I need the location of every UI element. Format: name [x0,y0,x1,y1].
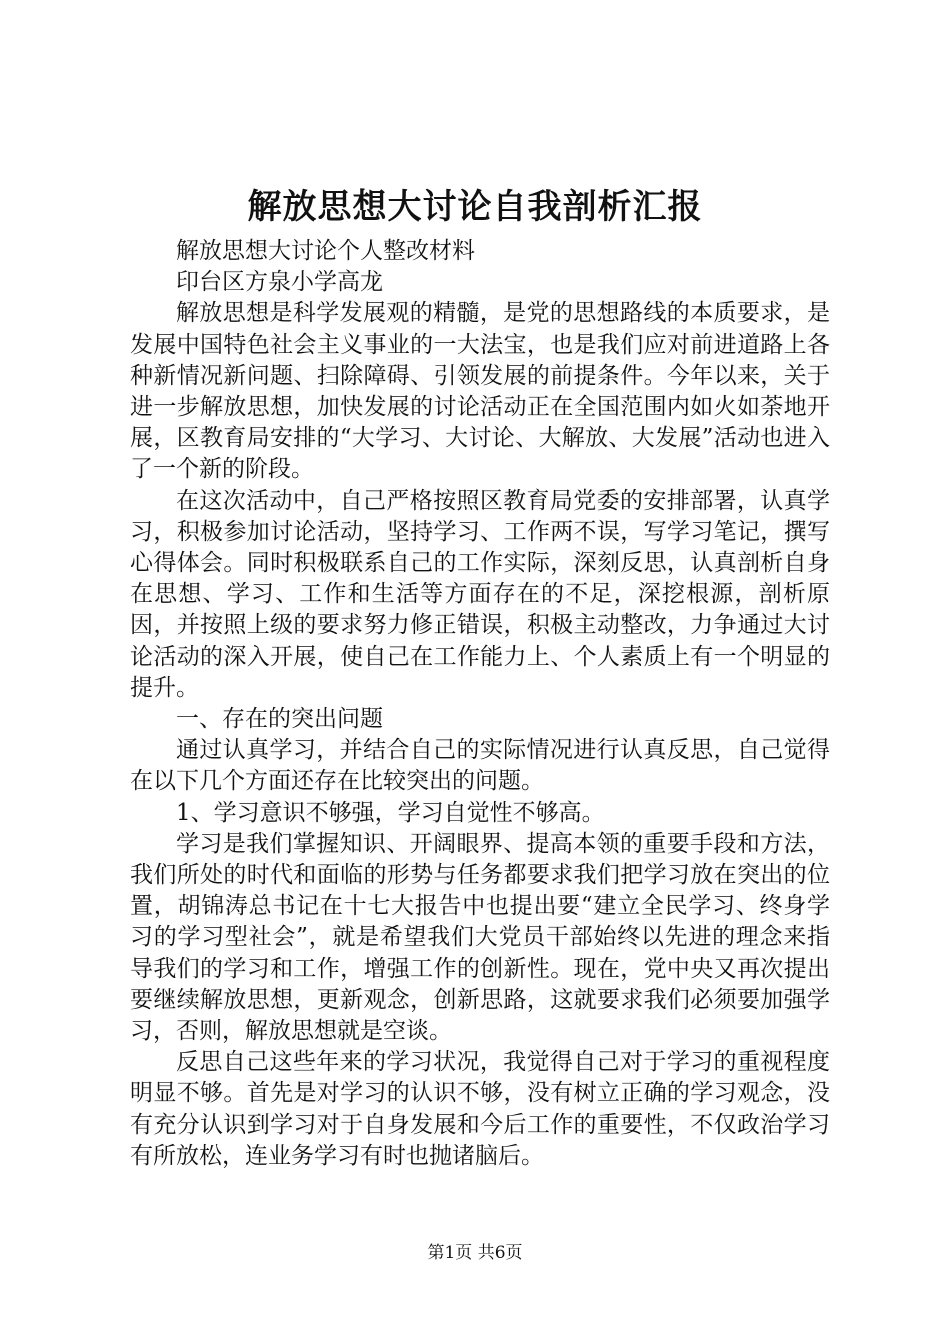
subsection-heading: 1、学习意识不够强，学习自觉性不够高。 [176,799,605,826]
page-footer: 第1页 共6页 [427,1243,523,1263]
body-paragraph: 学习是我们掌握知识、开阔眼界、提高本领的重要手段和方法，我们所处的时代和面临的形势与任务都要求我们把学习放在突出的位置，胡锦涛总书记在十七大报告中也提出要“建立全民学习、终身学习的学习型社会”，就是希望我们大党员干部始终以先进的理念来指导我们的学习和工作，增强工作的创新性。现在，党中央又再次提出要继续解放思想，更新观念，创新思路，这就要求我们必须要加强学习，否则，解放思想就是空谈。 [130,830,830,1045]
body-paragraph: 在这次活动中，自己严格按照区教育局党委的安排部署，认真学习，积极参加讨论活动，坚持学习、工作两不误，写学习笔记，撰写心得体会。同时积极联系自己的工作实际，深刻反思，认真剖析自身在思想、学习、工作和生活等方面存在的不足，深挖根源，剖析原因，并按照上级的要求努力修正错误，积极主动整改，力争通过大讨论活动的深入开展，使自己在工作能力上、个人素质上有一个明显的提升。 [130,487,830,701]
document-title: 解放思想大讨论自我剖析汇报 [247,187,703,227]
subtitle-heading: 解放思想大讨论个人整改材料 [176,238,475,264]
body-paragraph: 通过认真学习，并结合自己的实际情况进行认真反思，自己觉得在以下几个方面还存在比较突出的问题。 [130,737,830,795]
body-paragraph: 解放思想是科学发展观的精髓，是党的思想路线的本质要求，是发展中国特色社会主义事业的一大法宝，也是我们应对前进道路上各种新情况新问题、扫除障碍、引领发展的前提条件。今年以来，关于进一步解放思想，加快发展的讨论活动正在全国范围内如火如荼地开展，区教育局安排的“大学习、大讨论、大解放、大发展”活动也进入了一个新的阶段。 [130,300,830,483]
document-body [130,236,830,1172]
author-line: 印台区方泉小学高龙 [176,269,383,296]
section-heading: 一、存在的突出问题 [176,706,383,733]
body-paragraph: 反思自己这些年来的学习状况，我觉得自己对于学习的重视程度明显不够。首先是对学习的认识不够，没有树立正确的学习观念，没有充分认识到学习对于自身发展和今后工作的重要性，不仅政治学习有所放松，连业务学习有时也抛诸脑后。 [130,1049,830,1169]
